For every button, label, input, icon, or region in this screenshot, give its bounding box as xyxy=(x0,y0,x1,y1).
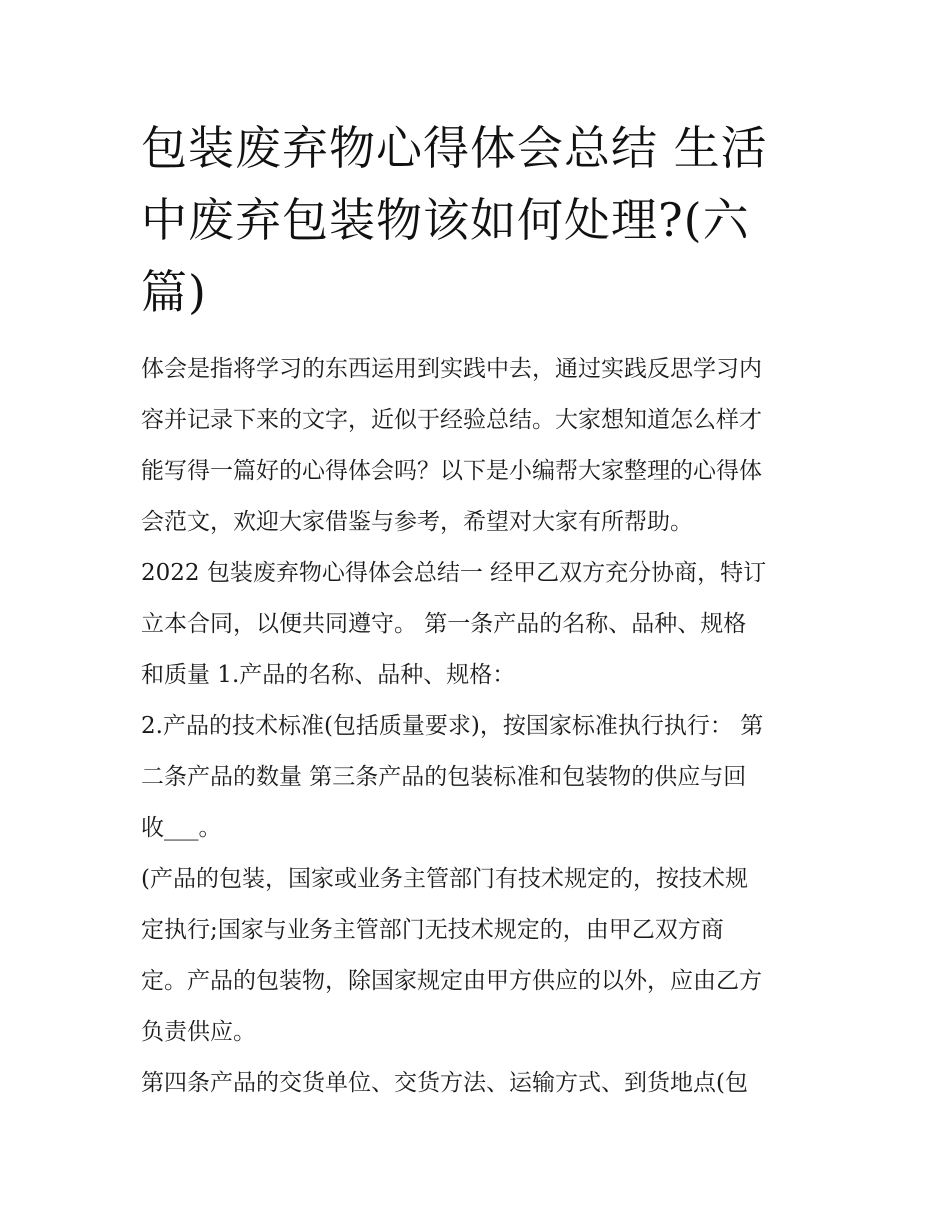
text-line: 能写得一篇好的心得体会吗？以下是小编帮大家整理的心得体 xyxy=(141,458,762,484)
text-line: 负责供应。 xyxy=(141,1019,256,1045)
document-body xyxy=(141,344,813,1109)
text-line: 容并记录下来的文字，近似于经验总结。大家想知道怎么样才 xyxy=(141,407,762,433)
text-line: 和质量 1.产品的名称、品种、规格： xyxy=(141,662,516,688)
paragraph-technical-standard xyxy=(141,701,813,854)
title-line: 中废弃包装物该如何处理?(六 xyxy=(141,193,750,247)
text-line: 立本合同，以便共同遵守。 第一条产品的名称、品种、规格 xyxy=(141,611,747,637)
text-line: (产品的包装，国家或业务主管部门有技术规定的，按技术规 xyxy=(141,866,748,892)
text-line: 收___。 xyxy=(141,815,222,841)
title-line: 篇) xyxy=(141,265,207,319)
document-page xyxy=(141,112,813,1109)
paragraph-section-one xyxy=(141,548,813,701)
paragraph-intro xyxy=(141,344,813,548)
text-line: 体会是指将学习的东西运用到实践中去，通过实践反思学习内 xyxy=(141,356,762,382)
paragraph-delivery xyxy=(141,1058,813,1109)
text-line: 会范文，欢迎大家借鉴与参考，希望对大家有所帮助。 xyxy=(141,509,693,535)
text-line: 定执行;国家与业务主管部门无技术规定的，由甲乙双方商 xyxy=(141,917,724,943)
title-line: 包装废弃物心得体会总结 生活 xyxy=(141,121,768,175)
text-line: 2022 包装废弃物心得体会总结一 经甲乙双方充分协商，特订 xyxy=(141,560,767,586)
document-title xyxy=(141,112,813,328)
text-line: 2.产品的技术标准(包括质量要求)，按国家标准执行执行： 第 xyxy=(141,713,764,739)
paragraph-packaging xyxy=(141,854,813,1058)
text-line: 二条产品的数量 第三条产品的包装标准和包装物的供应与回 xyxy=(141,764,747,790)
text-line: 定。产品的包装物，除国家规定由甲方供应的以外，应由乙方 xyxy=(141,968,762,994)
text-line: 第四条产品的交货单位、交货方法、运输方式、到货地点(包 xyxy=(141,1070,748,1096)
